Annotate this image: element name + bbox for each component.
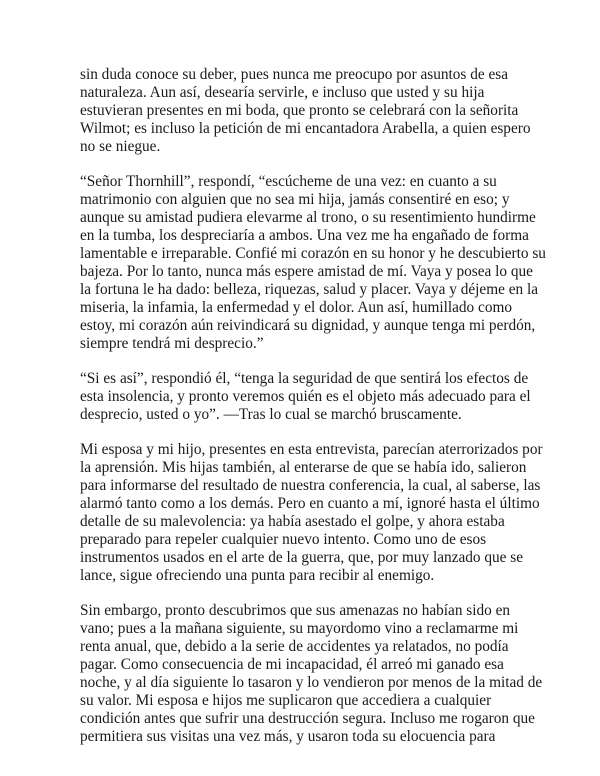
text-line: esta insolencia, y pronto veremos quién es el objeto más adecuado para el	[80, 388, 531, 405]
text-line: detalle de su malevolencia: ya había asestado el golpe, y ahora estaba	[80, 513, 505, 530]
text-line: desprecio, usted o yo”. —Tras lo cual se marchó bruscamente.	[80, 406, 462, 423]
text-line: “Si es así”, respondió él, “tenga la seguridad de que sentirá los efectos de	[80, 370, 529, 387]
text-line: para informarse del resultado de nuestra conferencia, la cual, al saberse, las	[80, 477, 541, 494]
text-line: lance, sigue ofreciendo una punta para recibir al enemigo.	[80, 567, 435, 584]
paragraph	[80, 441, 543, 585]
text-line: pagar. Como consecuencia de mi incapacidad, él arreó mi ganado esa	[80, 656, 504, 673]
paragraph	[80, 173, 546, 353]
text-line: noche, y al día siguiente lo tasaron y lo vendieron por menos de la mitad de	[80, 674, 543, 691]
text-line: bajeza. Por lo tanto, nunca más espere amistad de mí. Vaya y posea lo que	[80, 263, 533, 280]
text-line: Sin embargo, pronto descubrimos que sus amenazas no habían sido en	[80, 602, 511, 619]
text-line: aunque su amistad pudiera elevarme al trono, o su resentimiento hundirme	[80, 209, 536, 226]
text-line: miseria, la infamia, la enfermedad y el dolor. Aun así, humillado como	[80, 299, 513, 316]
text-line: renta anual, que, debido a la serie de accidentes ya relatados, no podía	[80, 638, 509, 655]
text-line: instrumentos usados en el arte de la guerra, que, por muy lanzado que se	[80, 549, 524, 566]
text-line: estoy, mi corazón aún reivindicará su dignidad, y aunque tenga mi perdón,	[80, 317, 536, 334]
text-line: naturaleza. Aun así, desearía servirle, e incluso que usted y su hija	[80, 84, 485, 101]
text-line: su valor. Mi esposa e hijos me suplicaron que accediera a cualquier	[80, 692, 492, 709]
text-line: estuvieran presentes en mi boda, que pronto se celebrará con la señorita	[80, 102, 519, 119]
paragraph	[80, 602, 543, 746]
text-line: lamentable e irreparable. Confié mi corazón en su honor y he descubierto su	[80, 245, 546, 262]
text-line: en la tumba, los despreciaría a ambos. Una vez me ha engañado de forma	[80, 227, 529, 244]
paragraph	[80, 370, 531, 424]
text-line: Wilmot; es incluso la petición de mi encantadora Arabella, a quien espero	[80, 120, 531, 137]
text-line: la aprensión. Mis hijas también, al enterarse de que se había ido, salieron	[80, 459, 527, 476]
text-line: permitiera sus visitas una vez más, y usaron toda su elocuencia para	[80, 728, 496, 745]
text-line: no se niegue.	[80, 138, 161, 155]
paragraph	[80, 66, 531, 156]
text-line: sin duda conoce su deber, pues nunca me preocupo por asuntos de esa	[80, 66, 508, 83]
text-line: condición antes que sufrir una destrucción segura. Incluso me rogaron que	[80, 710, 535, 727]
text-line: Mi esposa y mi hijo, presentes en esta entrevista, parecían aterrorizados por	[80, 441, 543, 458]
text-line: vano; pues a la mañana siguiente, su mayordomo vino a reclamarme mi	[80, 620, 519, 637]
text-line: alarmó tanto como a los demás. Pero en cuanto a mí, ignoré hasta el último	[80, 495, 540, 512]
text-line: matrimonio con alguien que no sea mi hija, jamás consentiré en eso; y	[80, 191, 510, 208]
text-line: “Señor Thornhill”, respondí, “escúcheme de una vez: en cuanto a su	[80, 173, 497, 190]
text-line: siempre tendrá mi desprecio.”	[80, 335, 264, 352]
text-line: preparado para repeler cualquier nuevo intento. Como uno de esos	[80, 531, 487, 548]
text-line: la fortuna le ha dado: belleza, riquezas, salud y placer. Vaya y déjeme en la	[80, 281, 539, 298]
document-page	[80, 66, 546, 763]
